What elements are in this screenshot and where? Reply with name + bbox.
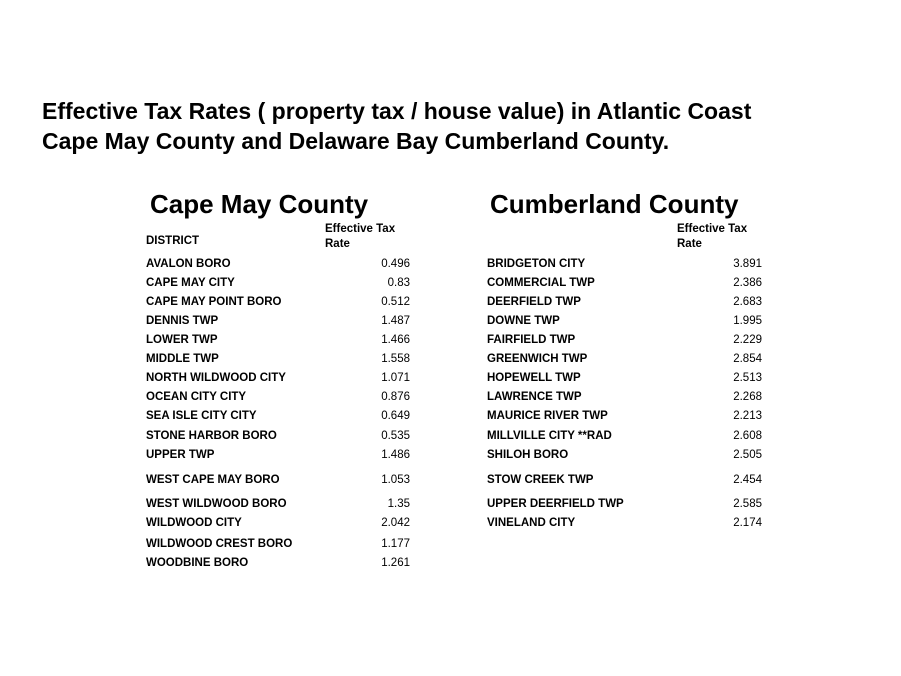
district-name: HOPEWELL TWP — [487, 372, 581, 384]
effective-tax-rate-value: 1.558 — [381, 353, 410, 365]
district-name: WEST WILDWOOD BORO — [146, 498, 287, 510]
effective-tax-rate-column-header — [677, 222, 772, 252]
effective-tax-rate-value: 1.466 — [381, 334, 410, 346]
effective-tax-rate-value: 0.535 — [381, 430, 410, 442]
slide-title-line-1: Effective Tax Rates ( property tax / house value) in Atlantic Coast — [42, 98, 752, 124]
effective-tax-rate-value: 2.268 — [733, 391, 762, 403]
effective-tax-rate-value: 0.512 — [381, 296, 410, 308]
district-name: SHILOH BORO — [487, 449, 569, 461]
rate-header-line-2: Rate — [325, 238, 350, 250]
cumberland-county-table — [487, 188, 762, 529]
district-name: DENNIS TWP — [146, 315, 219, 327]
district-name: OCEAN CITY CITY — [146, 391, 247, 403]
effective-tax-rate-value: 1.177 — [381, 538, 410, 550]
district-name: NORTH WILDWOOD CITY — [146, 372, 286, 384]
table-row — [487, 408, 762, 424]
table-row — [487, 275, 762, 291]
cape-may-county-heading: Cape May County — [150, 189, 369, 219]
effective-tax-rate-value: 2.229 — [733, 334, 762, 346]
table-row — [487, 447, 762, 463]
cumberland-table-header — [487, 222, 762, 256]
table-row — [487, 370, 762, 386]
effective-tax-rate-value: 0.83 — [387, 277, 410, 289]
district-name: MIDDLE TWP — [146, 353, 219, 365]
effective-tax-rate-value: 1.071 — [381, 372, 410, 384]
district-name: DEERFIELD TWP — [487, 296, 581, 308]
district-name: WILDWOOD CITY — [146, 517, 242, 529]
district-name: UPPER DEERFIELD TWP — [487, 498, 624, 510]
effective-tax-rate-value: 0.649 — [381, 410, 410, 422]
rate-header-line-2: Rate — [677, 238, 702, 250]
district-name: AVALON BORO — [146, 258, 231, 270]
rate-header-line-1: Effective Tax — [677, 223, 748, 235]
effective-tax-rate-value: 2.386 — [733, 277, 762, 289]
cumberland-county-heading: Cumberland County — [490, 189, 739, 219]
effective-tax-rate-value: 1.261 — [381, 557, 410, 569]
district-name: GREENWICH TWP — [487, 353, 588, 365]
table-row — [487, 332, 762, 348]
table-row — [146, 351, 410, 367]
effective-tax-rate-value: 3.891 — [733, 258, 762, 270]
district-name: SEA ISLE CITY CITY — [146, 410, 257, 422]
district-name: WEST CAPE MAY BORO — [146, 474, 280, 486]
table-row — [146, 256, 410, 272]
table-row — [146, 472, 410, 488]
table-row — [146, 313, 410, 329]
table-row — [487, 256, 762, 272]
effective-tax-rate-value: 0.876 — [381, 391, 410, 403]
table-row — [146, 408, 410, 424]
effective-tax-rate-value: 2.505 — [733, 449, 762, 461]
district-name: STOW CREEK TWP — [487, 474, 594, 486]
table-row — [146, 447, 410, 463]
table-row — [146, 332, 410, 348]
district-name: BRIDGETON CITY — [487, 258, 586, 270]
table-row — [487, 496, 762, 512]
table-row — [146, 428, 410, 444]
table-row — [146, 275, 410, 291]
table-row — [487, 294, 762, 310]
table-row — [487, 389, 762, 405]
district-name: LAWRENCE TWP — [487, 391, 582, 403]
district-name: MAURICE RIVER TWP — [487, 410, 608, 422]
effective-tax-rate-value: 1.486 — [381, 449, 410, 461]
effective-tax-rate-value: 2.042 — [381, 517, 410, 529]
table-row — [487, 313, 762, 329]
effective-tax-rate-value: 2.454 — [733, 474, 762, 486]
effective-tax-rate-value: 1.995 — [733, 315, 762, 327]
effective-tax-rate-value: 2.174 — [733, 517, 762, 529]
table-row — [487, 515, 762, 531]
table-row — [487, 472, 762, 488]
cape-may-table-header — [146, 222, 410, 256]
effective-tax-rate-value: 2.854 — [733, 353, 762, 365]
slide-title — [42, 96, 872, 156]
district-name: WILDWOOD CREST BORO — [146, 538, 293, 550]
effective-tax-rate-value: 0.496 — [381, 258, 410, 270]
table-row — [146, 389, 410, 405]
table-row — [487, 428, 762, 444]
table-row — [146, 496, 410, 512]
district-name: LOWER TWP — [146, 334, 218, 346]
effective-tax-rate-value: 1.487 — [381, 315, 410, 327]
effective-tax-rate-value: 2.585 — [733, 498, 762, 510]
district-column-header: DISTRICT — [146, 235, 200, 247]
effective-tax-rate-value: 2.213 — [733, 410, 762, 422]
effective-tax-rate-value: 2.608 — [733, 430, 762, 442]
table-row — [487, 351, 762, 367]
district-name: DOWNE TWP — [487, 315, 560, 327]
district-name: WOODBINE BORO — [146, 557, 249, 569]
district-name: COMMERCIAL TWP — [487, 277, 595, 289]
district-name: VINELAND CITY — [487, 517, 576, 529]
district-name: FAIRFIELD TWP — [487, 334, 576, 346]
table-row — [146, 370, 410, 386]
table-row — [146, 536, 410, 552]
cape-may-county-table — [146, 188, 410, 569]
effective-tax-rate-value: 2.683 — [733, 296, 762, 308]
district-name: MILLVILLE CITY **RAD — [487, 430, 612, 442]
effective-tax-rate-value: 1.35 — [387, 498, 410, 510]
district-name: STONE HARBOR BORO — [146, 430, 277, 442]
table-row — [146, 555, 410, 571]
district-name: CAPE MAY CITY — [146, 277, 235, 289]
slide-title-line-2: Cape May County and Delaware Bay Cumberland County. — [42, 128, 670, 154]
rate-header-line-1: Effective Tax — [325, 223, 396, 235]
district-name: UPPER TWP — [146, 449, 215, 461]
district-name: CAPE MAY POINT BORO — [146, 296, 282, 308]
effective-tax-rate-value: 1.053 — [381, 474, 410, 486]
effective-tax-rate-value: 2.513 — [733, 372, 762, 384]
table-row — [146, 515, 410, 531]
table-row — [146, 294, 410, 310]
effective-tax-rate-column-header — [325, 222, 420, 252]
